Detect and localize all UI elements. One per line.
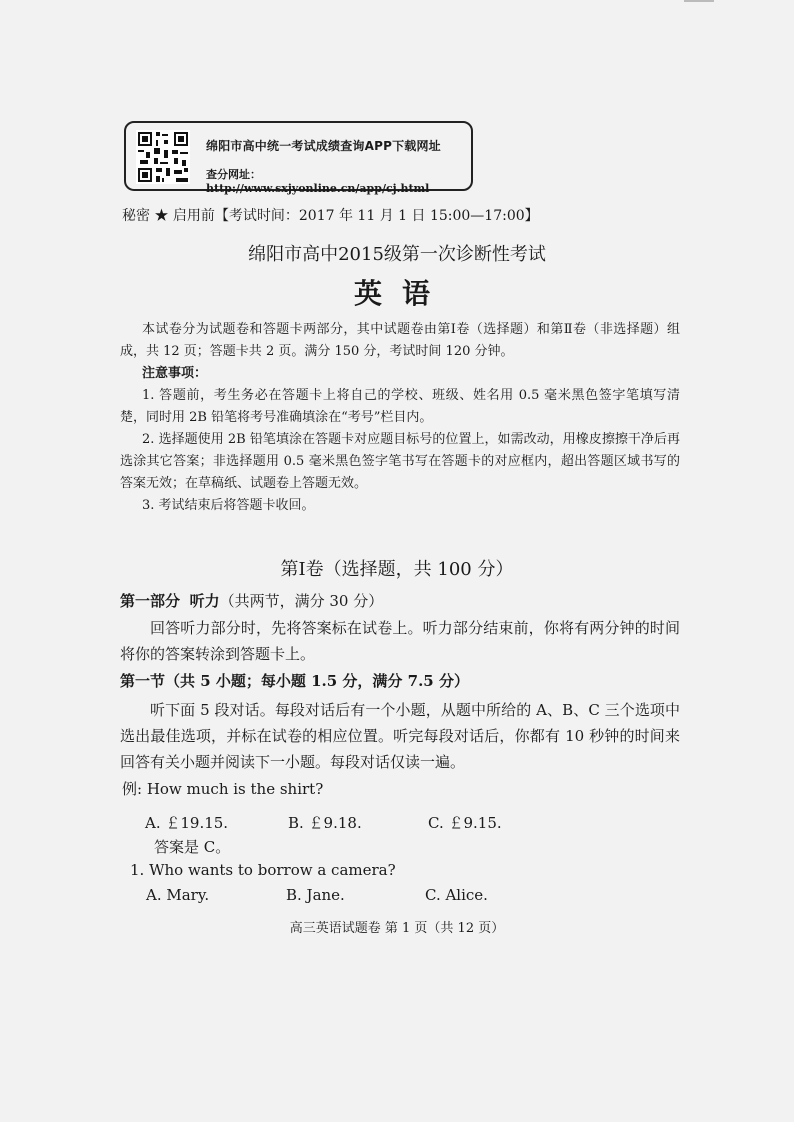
part1-detail: （共两节，满分 30 分） (219, 592, 384, 610)
volume-title: 第Ⅰ卷（选择题，共 100 分） (280, 559, 514, 580)
part1-instructions: 回答听力部分时，先将答案标在试卷上。听力部分结束前，你将有两分钟的时间将你的答案转涂到答题卡上。 (120, 619, 680, 663)
note-item: 1. 答题前，考生务必在答题卡上将自己的学校、班级、姓名用 0.5 毫米黑色签字笔填写清楚，同时用 2B 铅笔将考号准确填涂在“考号”栏目内。 (120, 388, 680, 425)
exam-title: 绵阳市高中2015级第一次诊断性考试 (248, 244, 546, 265)
section1-heading: 第一节（共 5 小题；每小题 1.5 分，满分 7.5 分） (120, 672, 469, 690)
example-option-c: C. ￡9.15. (428, 814, 502, 832)
example-option-b: B. ￡9.18. (288, 814, 362, 832)
q1-option-c: C. Alice. (425, 886, 488, 904)
notes-heading: 注意事项： (142, 366, 208, 381)
download-url[interactable]: 查分网址：http://www.sxjyonline.cn/app/cj.html (206, 168, 430, 195)
subject-title: 英语 (353, 277, 450, 310)
example-answer: 答案是 C。 (154, 838, 231, 856)
part1-heading (120, 590, 383, 611)
download-title: 绵阳市高中统一考试成绩查询APP下载网址 (206, 139, 441, 153)
part1-name: 听力 (189, 592, 220, 610)
part1-label: 第一部分 (120, 592, 181, 610)
secret-exam-time: 秘密 ★ 启用前【考试时间：2017 年 11 月 1 日 15:00—17:00】 (122, 208, 539, 224)
download-info-box (124, 121, 473, 195)
section1-instructions: 听下面 5 段对话。每段对话后有一个小题，从题中所给的 A、B、C 三个选项中选出最佳选项，并标在试卷的相应位置。听完每段对话后，你都有 10 秒钟的时间来回答有关小题并阅读下一小题。每段对话仅读一遍。 (120, 701, 680, 771)
note-item: 2. 选择题使用 2B 铅笔填涂在答题卡对应题目标号的位置上，如需改动，用橡皮擦擦干净后再选涂其它答案；非选择题用 0.5 毫米黑色签字笔书写在答题卡的对应框内，超出答题区域书写的答案无效；在草稿纸、试题卷上答题无效。 (120, 432, 680, 491)
page-footer: 高三英语试题卷 第 1 页（共 12 页） (289, 921, 505, 936)
note-item: 3. 考试结束后将答题卡收回。 (142, 498, 315, 513)
qr-code-icon (136, 130, 190, 184)
q1-option-b: B. Jane. (286, 886, 345, 904)
question-1: 1. Who wants to borrow a camera? (130, 861, 396, 879)
example-question: 例: How much is the shirt? (122, 780, 324, 798)
q1-option-a: A. Mary. (146, 886, 210, 904)
intro-paragraph: 本试卷分为试题卷和答题卡两部分，其中试题卷由第Ⅰ卷（选择题）和第Ⅱ卷（非选择题）组成，共 12 页；答题卡共 2 页。满分 150 分，考试时间 120 分钟。 (120, 322, 680, 359)
example-option-a: A. ￡19.15. (145, 814, 229, 832)
scan-mark (684, 0, 714, 2)
